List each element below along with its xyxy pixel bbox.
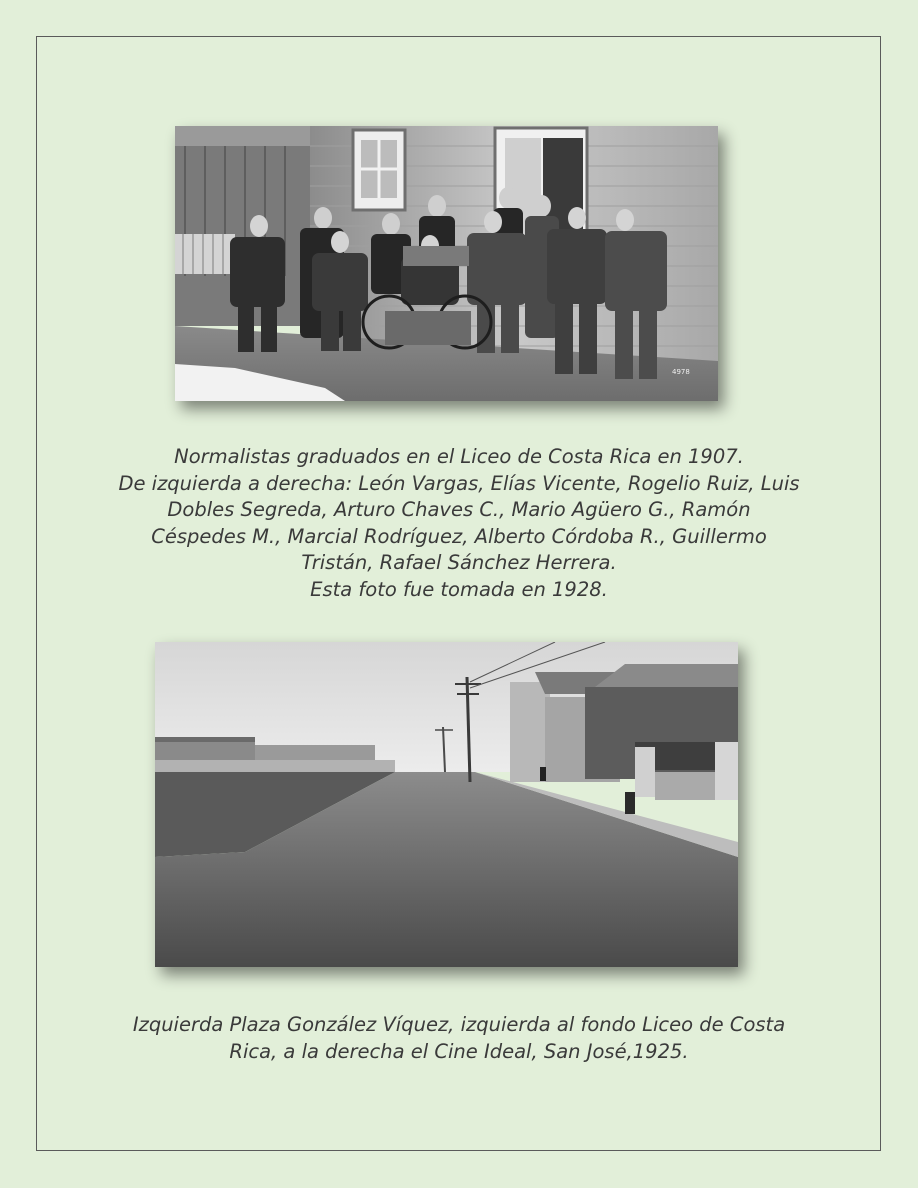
caption-line: Esta foto fue tomada en 1928.	[310, 577, 608, 601]
caption-line: Normalistas graduados en el Liceo de Costa Rica en 1907.	[174, 445, 744, 468]
group-portrait-caption	[90, 444, 828, 603]
street-scene-photo	[155, 642, 738, 967]
caption-line: Izquierda Plaza González Víquez, izquierda al fondo Liceo de Costa	[132, 1013, 786, 1036]
street-scene-caption	[90, 1012, 828, 1065]
caption-line: Céspedes M., Marcial Rodríguez, Alberto Córdoba R., Guillermo	[151, 524, 767, 548]
caption-line: Dobles Segreda, Arturo Chaves C., Mario Agüero G., Ramón	[167, 498, 751, 521]
group-portrait-photo	[175, 126, 718, 401]
caption-line: Rica, a la derecha el Cine Ideal, San José,1925.	[229, 1039, 689, 1063]
caption-line: De izquierda a derecha: León Vargas, Elías Vicente, Rogelio Ruiz, Luis	[118, 471, 800, 495]
photo-stamp-number: 4978	[672, 368, 690, 376]
caption-line: Tristán, Rafael Sánchez Herrera.	[301, 551, 617, 574]
